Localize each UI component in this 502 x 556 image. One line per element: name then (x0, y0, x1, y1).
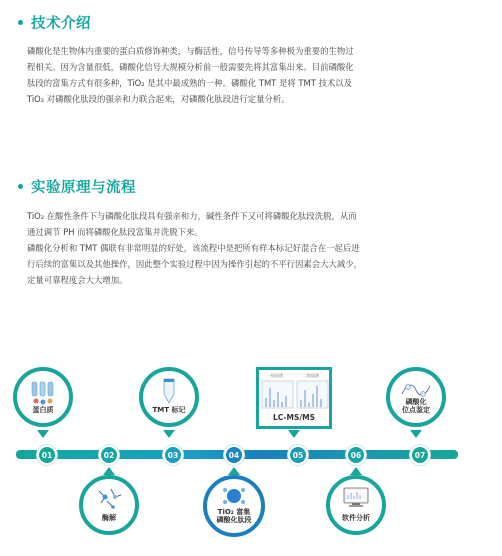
para-line: TiO₂ 在酸性条件下与磷酸化肽段具有强亲和力，碱性条件下又可将磷酸化肽段洗脱，从而 (27, 211, 357, 221)
step-label: 磷酸化 位点鉴定 (402, 398, 430, 414)
computer-icon (342, 487, 370, 509)
step-label: LC-MS/MS (272, 413, 316, 422)
pointer-down-icon (288, 430, 300, 438)
section-title-text: 实验原理与流程 (31, 180, 136, 196)
para-line: 磷酸化是生物体内重要的蛋白质修饰种类，与酶活性，信号传导等多种极为重要的生物过 (27, 46, 354, 56)
step-circle-tmt (139, 367, 199, 427)
section-title-text: 技术介绍 (31, 16, 91, 32)
ms2-label: 二级质谱 (303, 373, 319, 378)
step-label: 蛋白质 (32, 406, 54, 414)
ms1-label: 一级质谱 (267, 373, 283, 378)
enzyme-icon (93, 485, 125, 511)
para-line: 肽段的富集方式有很多种，TiO₂ 是其中最成熟的一种。磷酸化 TMT 是将 TMT 技术以及 (27, 78, 352, 88)
para-line: 行后续的富集以及其他操作，因此整个实验过程中因为操作引起的不平行因素会大大减少， (27, 259, 362, 269)
step-node-07: 07 (410, 445, 430, 465)
tube-icon (162, 378, 176, 404)
step-box-lcms (256, 367, 332, 429)
step-label: 软件分析 (342, 514, 370, 522)
pointer-down-icon (37, 430, 49, 438)
step-circle-tio2 (203, 475, 265, 537)
step-node-05: 05 (288, 445, 308, 465)
section-title-tech (18, 12, 91, 33)
step-circle-digestion (79, 475, 139, 535)
section-title-principle (18, 176, 136, 197)
step-node-03: 03 (163, 445, 183, 465)
tech-intro-paragraph (27, 43, 407, 107)
para-line: 通过调节 PH 而将磷酸化肽段富集并洗脱下来。 (27, 227, 203, 237)
bullet-icon (18, 184, 23, 189)
para-line: 定量可靠程度会大大增加。 (27, 275, 128, 285)
phospho-site-icon (399, 379, 433, 401)
para-line: TiO₂ 对磷酸化肽段的强亲和力联合起来，对磷酸化肽段进行定量分析。 (27, 94, 290, 104)
para-line: 程相关。因为含量很低，磷酸化信号大规模分析前一般需要先将其富集出来。目前磷酸化 (27, 62, 354, 72)
step-label: TiO₂ 富集 磷酸化肽段 (216, 508, 252, 524)
step-circle-site-id (386, 367, 446, 427)
pointer-up-icon (103, 467, 115, 475)
step-label: TMT 标记 (152, 406, 186, 414)
pointer-down-icon (163, 430, 175, 438)
tio2-particle-icon (219, 485, 249, 507)
step-circle-software (326, 475, 386, 535)
step-node-06: 06 (346, 445, 366, 465)
principle-paragraph (27, 208, 407, 288)
step-node-04: 04 (224, 445, 244, 465)
para-line: 磷酸化分析和 TMT 偶联有非常明显的好处，该流程中是把所有样本标记好混合在一起后进 (27, 243, 360, 253)
step-circle-protein (13, 367, 73, 427)
pointer-down-icon (410, 430, 422, 438)
spectrum-chart-icon (261, 380, 329, 410)
pointer-up-icon (350, 467, 362, 475)
step-node-02: 02 (99, 445, 119, 465)
bullet-icon (18, 20, 23, 25)
step-node-01: 01 (37, 445, 57, 465)
step-label: 酶解 (102, 514, 116, 522)
pointer-up-icon (228, 467, 240, 475)
protein-tubes-icon (28, 380, 58, 406)
